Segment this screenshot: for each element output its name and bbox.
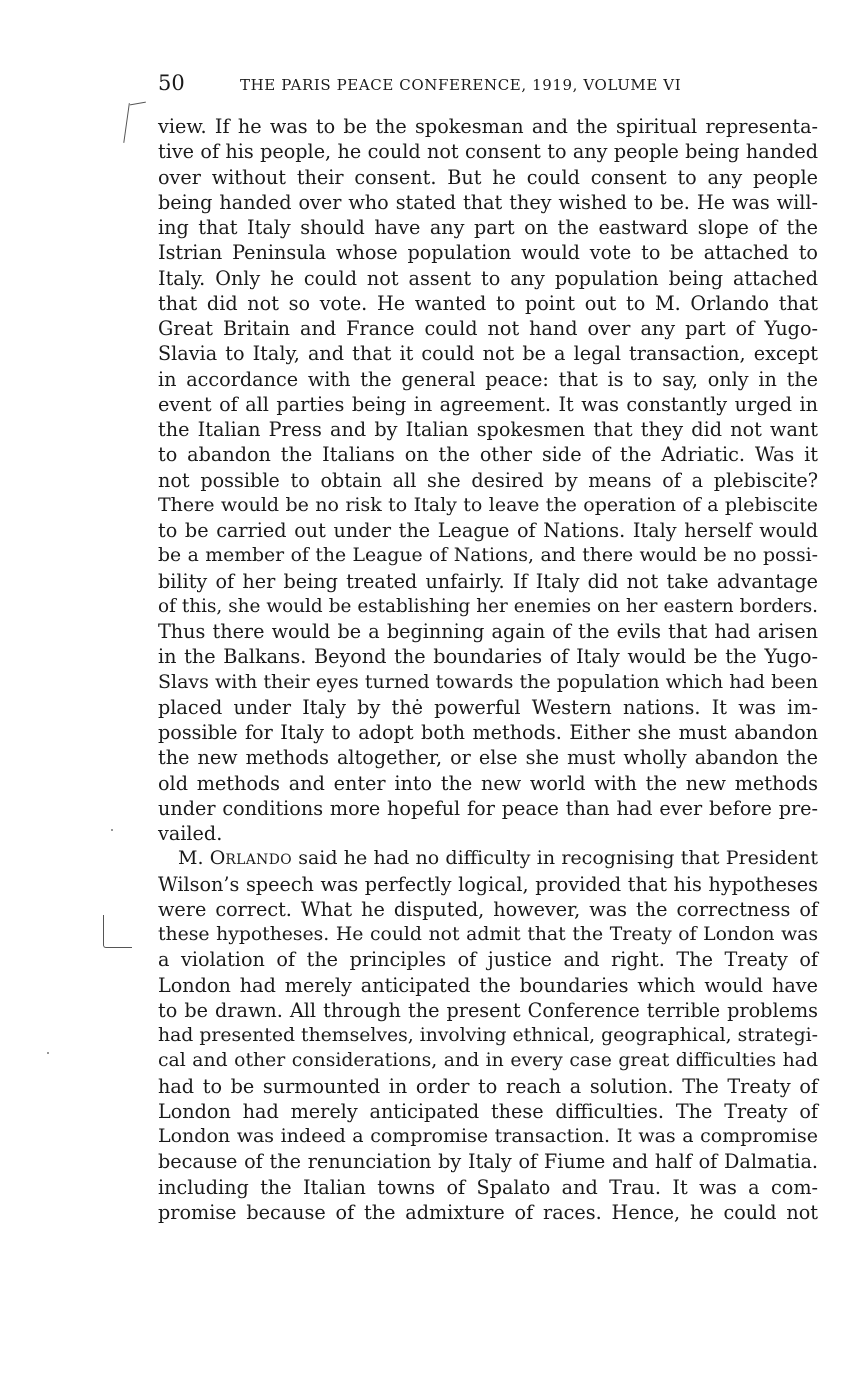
text-line: Great Britain and France could not hand over any part of Yugo- (158, 317, 818, 340)
text-line: not possible to obtain all she desired by means of a plebiscite? (158, 468, 818, 492)
margin-pencil-bracket-top (123, 103, 143, 145)
speaker-name-initial: M. O (178, 847, 226, 870)
speaker-name-smallcaps: RLANDO (225, 852, 292, 869)
text-line: bility of her being treated unfairly. If Italy did not take advantage (158, 569, 818, 593)
text-line: cal and other considerations, and in every case great difficulties had (158, 1050, 818, 1072)
running-head: THE PARIS PEACE CONFERENCE, 1919, VOLUME VI (240, 76, 682, 94)
text-line: London was indeed a compromise transaction. It was a compromise (158, 1125, 818, 1147)
text-line: Istrian Peninsula whose population would vote to be attached to (158, 241, 818, 265)
text-line: vailed. (158, 822, 223, 845)
text-line: under conditions more hopeful for peace than had ever before pre- (158, 796, 818, 820)
text-line: in accordance with the general peace: that is to say, only in the (158, 367, 818, 391)
text-line: There would be no risk to Italy to leave the operation of a plebiscite (158, 493, 818, 516)
text-line: of this, she would be establishing her enemies on her eastern borders. (158, 595, 818, 617)
text-line: view. If he was to be the spokesman and the spiritual representa- (158, 115, 818, 138)
text-line: to be carried out under the League of Nations. Italy herself would (158, 519, 818, 542)
text-line: a violation of the principles of justice and right. The Treaty of (158, 948, 818, 972)
text-line: old methods and enter into the new world with the new methods (158, 771, 818, 795)
text-line: to abandon the Italians on the other side of the Adriatic. Was it (158, 443, 818, 467)
text-line: had presented themselves, involving ethnical, geographical, strategi- (158, 1025, 818, 1046)
text-line: Italy. Only he could not assent to any population being attached (158, 266, 818, 290)
text-line: ing that Italy should have any part on the eastward slope of the (158, 216, 818, 239)
text-line: placed under Italy by thė powerful Western nations. It was im- (158, 695, 818, 719)
text-line: London had merely anticipated the boundaries which would have (158, 973, 818, 997)
page-number: 50 (158, 71, 185, 95)
text-line: over without their consent. But he could consent to any people (158, 165, 818, 189)
text-line: Slavia to Italy, and that it could not be a legal transaction, except (158, 342, 818, 366)
paragraph-2 (158, 846, 818, 1225)
paragraph-1 (158, 114, 818, 846)
text-line (158, 846, 818, 871)
text-line: possible for Italy to adopt both methods. Either she must abandon (158, 721, 818, 744)
text-line: the new methods altogether, or else she must wholly abandon the (158, 746, 818, 770)
text-line: had to be surmounted in order to reach a solution. The Treaty of (158, 1074, 818, 1098)
text-line: promise because of the admixture of races. Hence, he could not (158, 1200, 818, 1224)
text-line: Thus there would be a beginning again of the evils that had arisen (158, 620, 818, 643)
text-line: event of all parties being in agreement. It was constantly urged in (158, 392, 818, 416)
text-line: that did not so vote. He wanted to point out to M. Orlando that (158, 291, 818, 315)
text-line: these hypotheses. He could not admit that the Treaty of London was (158, 924, 818, 945)
text-line: because of the renunciation by Italy of Fiume and half of Dalmatia. (158, 1150, 818, 1174)
margin-pencil-bracket-bottom (103, 915, 132, 948)
text-line: tive of his people, he could not consent to any people being handed (158, 140, 818, 164)
text-line: including the Italian towns of Spalato and Trau. It was a com- (158, 1175, 818, 1199)
margin-speck (111, 829, 113, 831)
text-line: the Italian Press and by Italian spokesmen that they did not want (158, 418, 818, 441)
text-line: in the Balkans. Beyond the boundaries of Italy would be the Yugo- (158, 645, 818, 669)
text-line: be a member of the League of Nations, and there would be no possi- (158, 545, 818, 567)
text-line: were correct. What he disputed, however, was the correctness of (158, 897, 818, 921)
page-header (158, 68, 818, 98)
text-line: Wilson’s speech was perfectly logical, provided that his hypotheses (158, 872, 818, 896)
text-line: London had merely anticipated these difficulties. The Treaty of (158, 1099, 818, 1123)
text-run: said he had no difficulty in recognising that President (291, 847, 818, 870)
text-line: Slavs with their eyes turned towards the population which had been (158, 670, 818, 693)
body-text (158, 114, 818, 1225)
text-line: being handed over who stated that they wished to be. He was will- (158, 190, 818, 214)
text-line: to be drawn. All through the present Conference terrible problems (158, 998, 818, 1022)
margin-speck (47, 1052, 49, 1054)
